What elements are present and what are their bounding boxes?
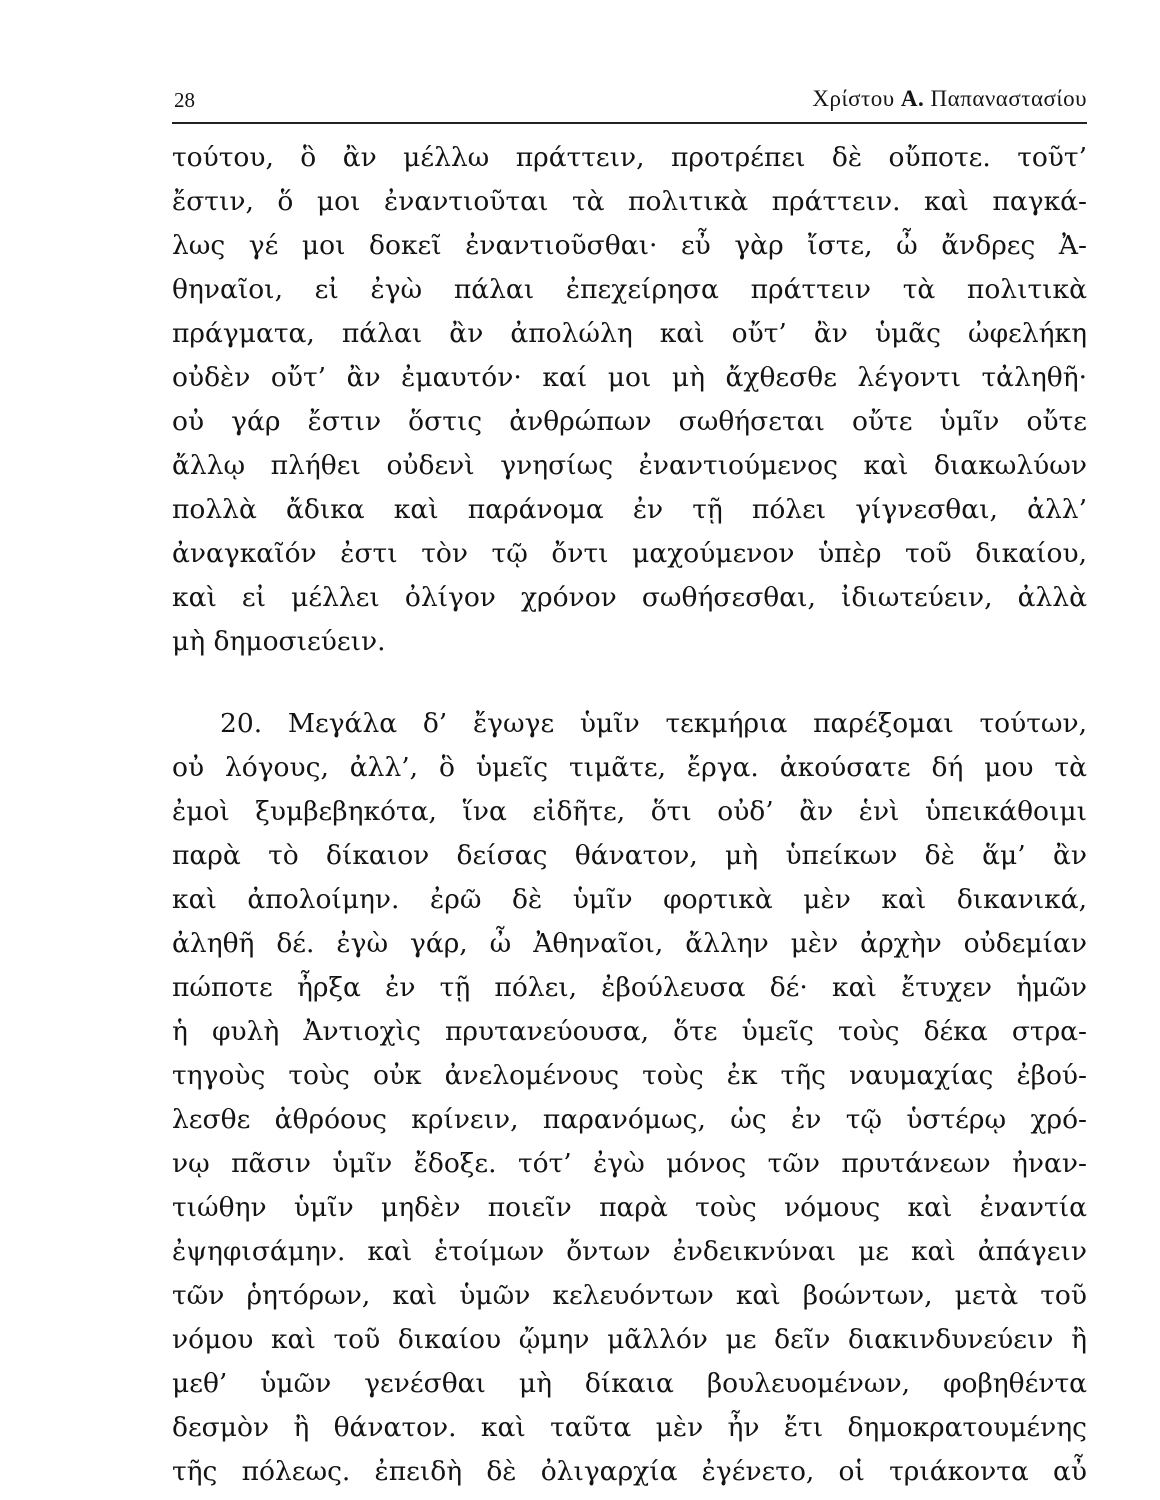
paragraph-1 xyxy=(172,136,1087,664)
text-line: ἄλλῳ πλήθει οὐδενὶ γνησίως ἐναντιούμενος καὶ διακωλύων xyxy=(172,450,1087,481)
text-line: καὶ ἀπολοίμην. ἐρῶ δὲ ὑμῖν φορτικὰ μὲν καὶ δικανικά, xyxy=(172,884,1087,915)
text-line: ἡ φυλὴ Ἀντιοχὶς πρυτανεύουσα, ὅτε ὑμεῖς τοὺς δέκα στρα- xyxy=(172,1016,1087,1047)
text-line: νῳ πᾶσιν ὑμῖν ἔδοξε. τότ’ ἐγὼ μόνος τῶν πρυτάνεων ἠναν- xyxy=(172,1148,1087,1179)
text-line: οὐ λόγους, ἀλλ’, ὃ ὑμεῖς τιμᾶτε, ἔργα. ἀκούσατε δή μου τὰ xyxy=(172,752,1087,783)
text-line: τηγοὺς τοὺς οὐκ ἀνελομένους τοὺς ἐκ τῆς ναυμαχίας ἐβού- xyxy=(172,1060,1087,1091)
body-text xyxy=(172,136,1087,1494)
running-head xyxy=(812,86,1087,112)
text-line: τούτου, ὃ ἂν μέλλω πράττειν, προτρέπει δὲ οὔποτε. τοῦτ’ xyxy=(172,142,1087,173)
text-line: θηναῖοι, εἰ ἐγὼ πάλαι ἐπεχείρησα πράττειν τὰ πολιτικὰ xyxy=(172,274,1087,305)
text-line: λεσθε ἀθρόους κρίνειν, παρανόμως, ὡς ἐν τῷ ὑστέρῳ χρό- xyxy=(172,1104,1087,1135)
text-line: τῆς πόλεως. ἐπειδὴ δὲ ὀλιγαρχία ἐγένετο, οἱ τριάκοντα αὖ xyxy=(172,1456,1087,1487)
page-number: 28 xyxy=(174,88,195,112)
paragraph-2 xyxy=(172,702,1087,1494)
text-line: ἀληθῆ δέ. ἐγὼ γάρ, ὦ Ἀθηναῖοι, ἄλλην μὲν ἀρχὴν οὐδεμίαν xyxy=(172,928,1087,959)
running-head-author-first: Χρίστου xyxy=(812,86,895,111)
text-line: τῶν ῥητόρων, καὶ ὑμῶν κελευόντων καὶ βοώντων, μετὰ τοῦ xyxy=(172,1280,1087,1311)
text-line: πολλὰ ἄδικα καὶ παράνομα ἐν τῇ πόλει γίγνεσθαι, ἀλλ’ xyxy=(172,494,1087,525)
text-line: καὶ εἰ μέλλει ὀλίγον χρόνον σωθήσεσθαι, ἰδιωτεύειν, ἀλλὰ xyxy=(172,582,1087,613)
text-line: τιώθην ὑμῖν μηδὲν ποιεῖν παρὰ τοὺς νόμους καὶ ἐναντία xyxy=(172,1192,1087,1223)
text-line: 20. Μεγάλα δ’ ἔγωγε ὑμῖν τεκμήρια παρέξομαι τούτων, xyxy=(220,708,1087,739)
text-line: λως γέ μοι δοκεῖ ἐναντιοῦσθαι· εὖ γὰρ ἴστε, ὦ ἄνδρες Ἀ- xyxy=(172,230,1087,261)
text-line: πράγματα, πάλαι ἂν ἀπολώλη καὶ οὔτ’ ἂν ὑμᾶς ὠφελήκη xyxy=(172,318,1087,349)
text-line: δεσμὸν ἢ θάνατον. καὶ ταῦτα μὲν ἦν ἔτι δημοκρατουμένης xyxy=(172,1412,1087,1443)
text-line: οὐ γάρ ἔστιν ὅστις ἀνθρώπων σωθήσεται οὔτε ὑμῖν οὔτε xyxy=(172,406,1087,437)
text-line: ἐμοὶ ξυμβεβηκότα, ἵνα εἰδῆτε, ὅτι οὐδ’ ἂν ἑνὶ ὑπεικάθοιμι xyxy=(172,796,1087,827)
text-line: ἀναγκαῖόν ἐστι τὸν τῷ ὄντι μαχούμενον ὑπὲρ τοῦ δικαίου, xyxy=(172,538,1087,569)
header-rule xyxy=(172,122,1087,124)
running-head-author-initial: Α. xyxy=(900,86,925,111)
text-line: νόμου καὶ τοῦ δικαίου ᾤμην μᾶλλόν με δεῖν διακινδυνεύειν ἢ xyxy=(172,1324,1087,1355)
running-head-author-last: Παπαναστασίου xyxy=(930,86,1087,111)
text-line: ἔστιν, ὅ μοι ἐναντιοῦται τὰ πολιτικὰ πράττειν. καὶ παγκά- xyxy=(172,186,1087,217)
text-line: οὐδὲν οὔτ’ ἂν ἐμαυτόν· καί μοι μὴ ἄχθεσθε λέγοντι τἀληθῆ· xyxy=(172,362,1087,393)
page-header xyxy=(172,78,1087,118)
paragraph-gap xyxy=(172,664,1087,702)
text-line: μὴ δημοσιεύειν. xyxy=(172,626,386,657)
text-line: πώποτε ἦρξα ἐν τῇ πόλει, ἐβούλευσα δέ· καὶ ἔτυχεν ἡμῶν xyxy=(172,972,1087,1003)
text-line: μεθ’ ὑμῶν γενέσθαι μὴ δίκαια βουλευομένων, φοβηθέντα xyxy=(172,1368,1087,1399)
text-line: ἐψηφισάμην. καὶ ἑτοίμων ὄντων ἐνδεικνύναι με καὶ ἀπάγειν xyxy=(172,1236,1087,1267)
text-line: παρὰ τὸ δίκαιον δείσας θάνατον, μὴ ὑπείκων δὲ ἅμ’ ἂν xyxy=(172,840,1087,871)
